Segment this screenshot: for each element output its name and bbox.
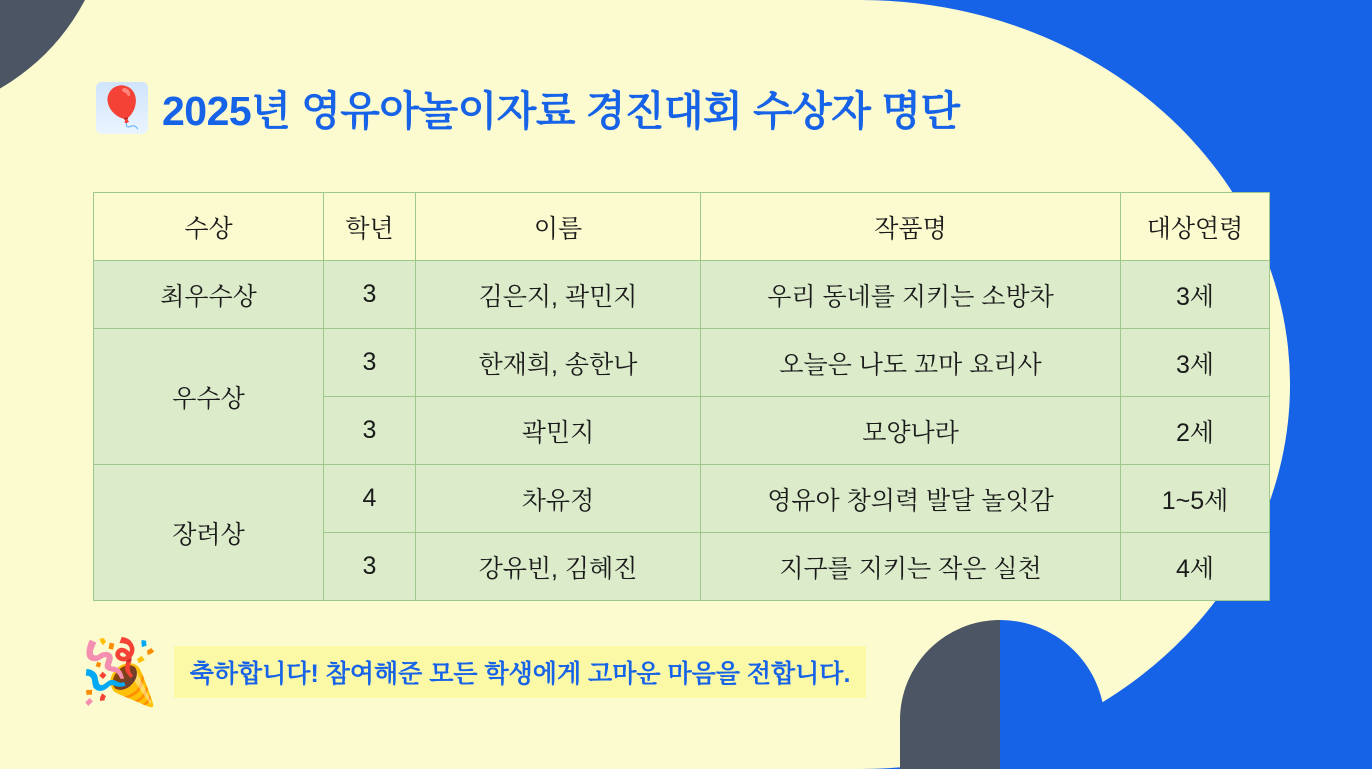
cell-work: 지구를 지키는 작은 실천 [701, 533, 1121, 601]
cell-name: 김은지, 곽민지 [416, 261, 701, 329]
balloon-photo-icon: 🎈 [96, 82, 148, 134]
table-row [94, 465, 1270, 533]
column-header-work: 작품명 [701, 193, 1121, 261]
table-body [94, 261, 1270, 601]
column-header-name: 이름 [416, 193, 701, 261]
footer-row [80, 636, 866, 708]
congratulation-note: 축하합니다! 참여해준 모든 학생에게 고마운 마음을 전합니다. [174, 646, 867, 698]
cell-name: 차유정 [416, 465, 701, 533]
cell-award: 최우수상 [94, 261, 324, 329]
cell-award: 장려상 [94, 465, 324, 601]
cell-award: 우수상 [94, 329, 324, 465]
party-popper-icon: 🎉 [80, 636, 160, 708]
cell-age: 4세 [1121, 533, 1270, 601]
award-table [93, 192, 1270, 601]
cell-grade: 3 [324, 329, 416, 397]
page-title: 2025년 영유아놀이자료 경진대회 수상자 명단 [162, 88, 960, 134]
award-table-container [93, 192, 1269, 601]
cell-age: 2세 [1121, 397, 1270, 465]
column-header-grade: 학년 [324, 193, 416, 261]
cell-name: 한재희, 송한나 [416, 329, 701, 397]
table-header-row [94, 193, 1270, 261]
cell-name: 강유빈, 김혜진 [416, 533, 701, 601]
table-row [94, 329, 1270, 397]
cell-work: 우리 동네를 지키는 소방차 [701, 261, 1121, 329]
cell-name: 곽민지 [416, 397, 701, 465]
table-row [94, 261, 1270, 329]
cell-work: 오늘은 나도 꼬마 요리사 [701, 329, 1121, 397]
page-title-row [96, 78, 960, 137]
cell-work: 영유아 창의력 발달 놀잇감 [701, 465, 1121, 533]
cell-grade: 3 [324, 533, 416, 601]
cell-grade: 3 [324, 397, 416, 465]
table-header [94, 193, 1270, 261]
column-header-award: 수상 [94, 193, 324, 261]
cell-age: 3세 [1121, 329, 1270, 397]
cell-age: 1~5세 [1121, 465, 1270, 533]
cell-grade: 3 [324, 261, 416, 329]
cell-age: 3세 [1121, 261, 1270, 329]
cell-work: 모양나라 [701, 397, 1121, 465]
cell-grade: 4 [324, 465, 416, 533]
column-header-age: 대상연령 [1121, 193, 1270, 261]
